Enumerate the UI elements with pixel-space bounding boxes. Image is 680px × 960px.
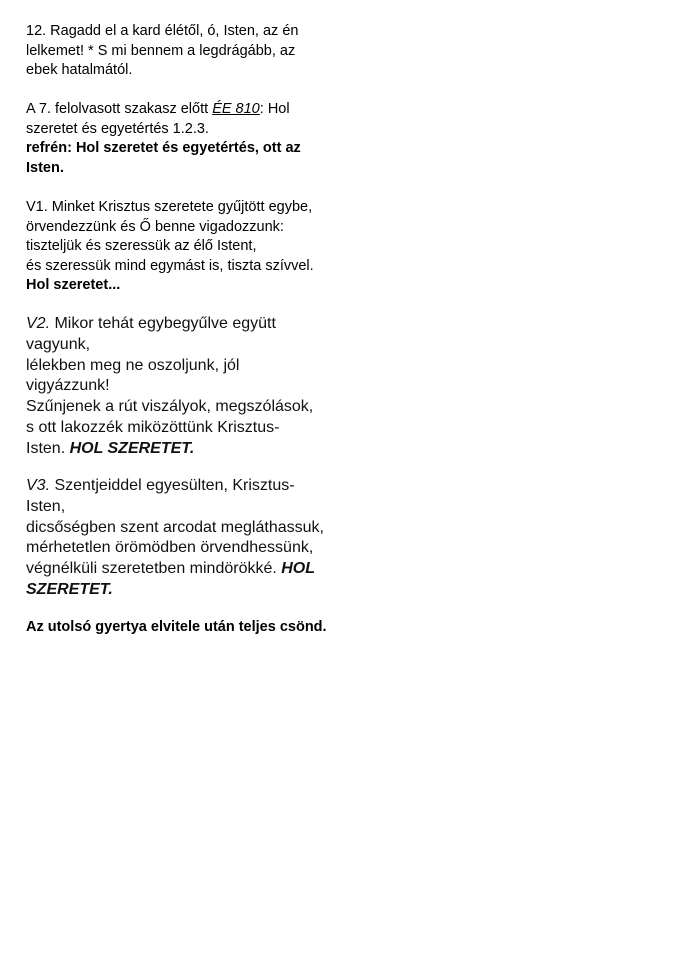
text-line — [26, 559, 326, 580]
refrain-cue: HOL — [281, 560, 316, 578]
text-line: mérhetetlen örömödben örvendhessünk, — [26, 539, 314, 557]
text-line: tiszteljük és szeressük az élő Istent, — [26, 238, 257, 255]
refrain-line: refrén: Hol szeretet és egyetértés, ott az — [26, 140, 301, 157]
text-line — [26, 439, 326, 460]
verse-2 — [26, 314, 326, 460]
verse-1 — [26, 198, 326, 296]
reading-note — [26, 100, 326, 178]
text-span: Mikor tehát egybegyűlve együtt — [50, 315, 276, 332]
hymn-reference: ÉE 810 — [212, 101, 260, 117]
text-line — [26, 476, 326, 497]
text-line: örvendezzünk és Ő benne vigadozzunk: — [26, 218, 284, 235]
refrain-cue: SZERETET. — [26, 580, 113, 598]
verse-label: V2. — [26, 315, 51, 332]
refrain-cue: HOL SZERETET. — [69, 439, 195, 457]
text-line: lélekben meg ne oszoljunk, jól — [26, 356, 240, 374]
refrain-line: Isten. — [26, 159, 64, 176]
text-line: Az utolsó gyertya elvitele után teljes csönd. — [26, 619, 327, 635]
text-span: végnélküli szeretetben mindörökké. — [26, 560, 282, 578]
refrain-line: Hol szeretet... — [26, 277, 121, 294]
closing-instruction — [26, 618, 326, 638]
text-line: szeretet és egyetértés 1.2.3. — [26, 120, 209, 137]
text-line: lelkemet! * S mi bennem a legdrágább, az — [26, 42, 296, 59]
text-line: dicsőségben szent arcodat megláthassuk, — [26, 518, 324, 536]
text-span: A 7. felolvasott szakasz előtt — [26, 101, 213, 117]
text-line: vagyunk, — [26, 335, 91, 353]
text-line: s ott lakozzék miközöttünk Krisztus- — [26, 418, 280, 436]
text-line: Szűnjenek a rút viszályok, megszólások, — [26, 398, 314, 416]
psalm-verse-12 — [26, 22, 326, 81]
text-line: V1. Minket Krisztus szeretete gyűjtött egybe, — [26, 199, 313, 215]
text-line: ebek hatalmától. — [26, 62, 133, 79]
text-span: Isten. — [26, 439, 70, 457]
text-line — [26, 314, 326, 335]
text-line: Isten, — [26, 497, 66, 515]
text-span: : Hol — [259, 101, 290, 117]
text-line — [26, 100, 326, 120]
verse-label: V3. — [26, 477, 51, 494]
verse-3 — [26, 476, 326, 601]
text-span: Szentjeiddel egyesülten, Krisztus- — [50, 477, 295, 494]
text-line: és szeressük mind egymást is, tiszta szívvel. — [26, 257, 314, 274]
text-line: vigyázzunk! — [26, 377, 110, 395]
text-line: 12. Ragadd el a kard élétől, ó, Isten, az én — [26, 23, 299, 39]
